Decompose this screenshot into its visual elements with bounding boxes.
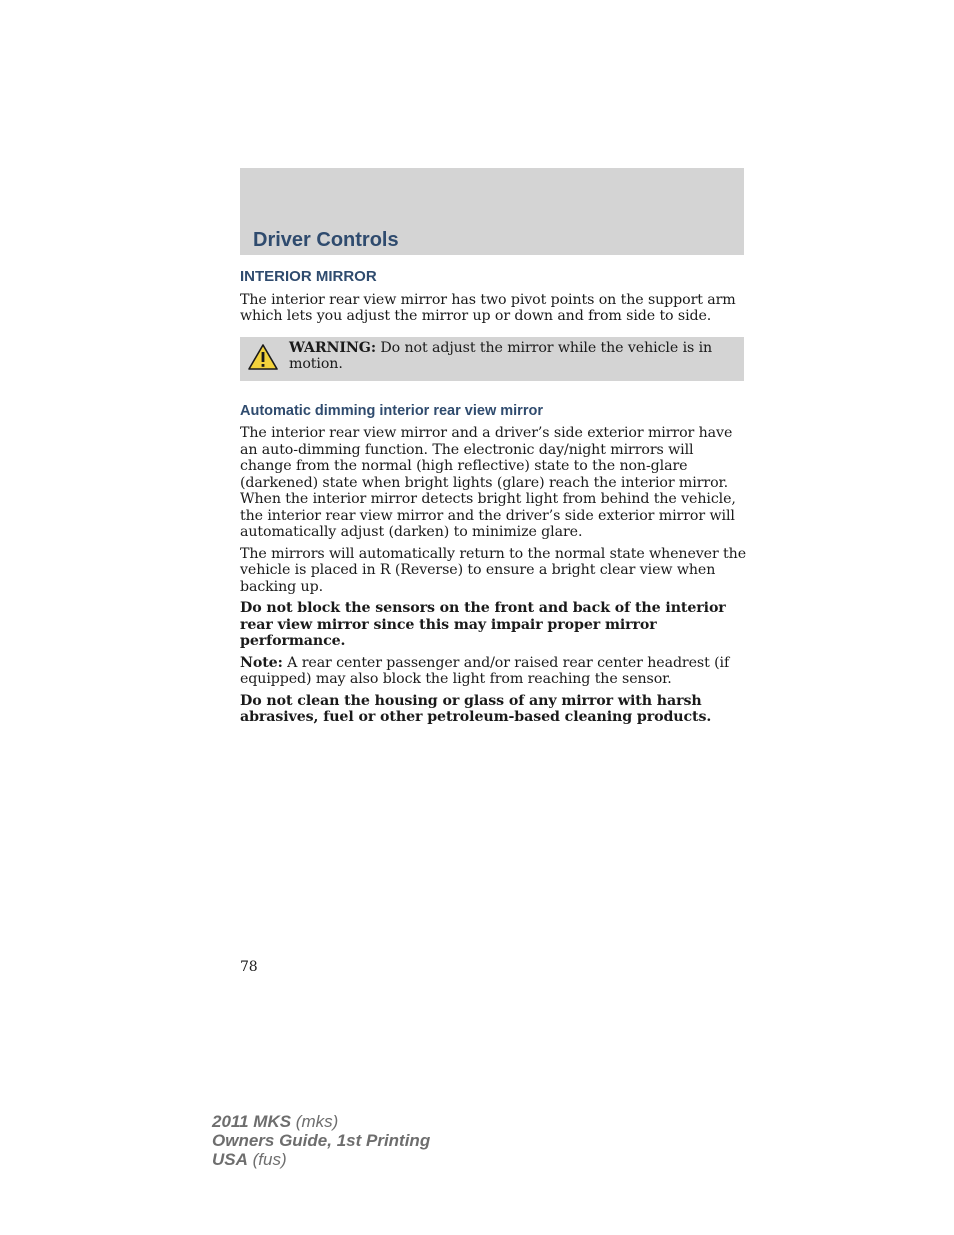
page-title: Driver Controls	[253, 229, 399, 251]
warning-body: Do not adjust the mirror while the vehicle is in motion.	[289, 339, 713, 372]
sensor-caution: Do not block the sensors on the front and back of the interior rear view mirror since this may impair proper mirror performance.	[240, 600, 726, 650]
note-label: Note:	[240, 654, 283, 671]
warning-triangle-icon	[247, 343, 279, 371]
footer-market-code: (fus)	[247, 1150, 287, 1169]
footer-imprint	[212, 1112, 430, 1169]
footer-market: USA	[212, 1150, 248, 1169]
footer-line-model	[212, 1112, 430, 1131]
section-heading: INTERIOR MIRROR	[240, 268, 377, 285]
section-header-band	[240, 168, 744, 255]
footer-model-code: (mks)	[291, 1112, 339, 1131]
warning-text	[289, 340, 729, 373]
footer-line-printing: Owners Guide, 1st Printing	[212, 1131, 431, 1150]
note-body: A rear center passenger and/or raised rear center headrest (if equipped) may also block the light from reaching the sensor.	[240, 654, 730, 688]
footer-model: 2011 MKS	[212, 1112, 292, 1131]
auto-dimming-paragraph: The interior rear view mirror and a driver’s side exterior mirror have an auto-dimming function. The electronic day/night mirrors will change from the normal (high reflective) state to the non-glare (darkened) state when bright lights (glare) reach the interior mirror. When the interior mirror detects bright light from behind the vehicle, the interior rear view mirror and the driver’s side exterior mirror will automatically adjust (darken) to minimize glare.	[240, 425, 736, 541]
warning-label: WARNING:	[289, 339, 376, 356]
intro-paragraph: The interior rear view mirror has two pivot points on the support arm which lets you adjust the mirror up or down and from side to side.	[240, 291, 736, 324]
cleaning-caution: Do not clean the housing or glass of any mirror with harsh abrasives, fuel or other petroleum-based cleaning products.	[240, 692, 712, 726]
reverse-paragraph: The mirrors will automatically return to the normal state whenever the vehicle is placed in R (Reverse) to ensure a bright clear view when backing up.	[240, 545, 746, 595]
warning-box	[240, 337, 744, 381]
footer-line-market	[212, 1150, 430, 1169]
main-content	[240, 267, 746, 731]
subsection-heading: Automatic dimming interior rear view mirror	[240, 402, 543, 419]
page-number: 78	[240, 959, 258, 975]
note-paragraph	[240, 655, 746, 688]
